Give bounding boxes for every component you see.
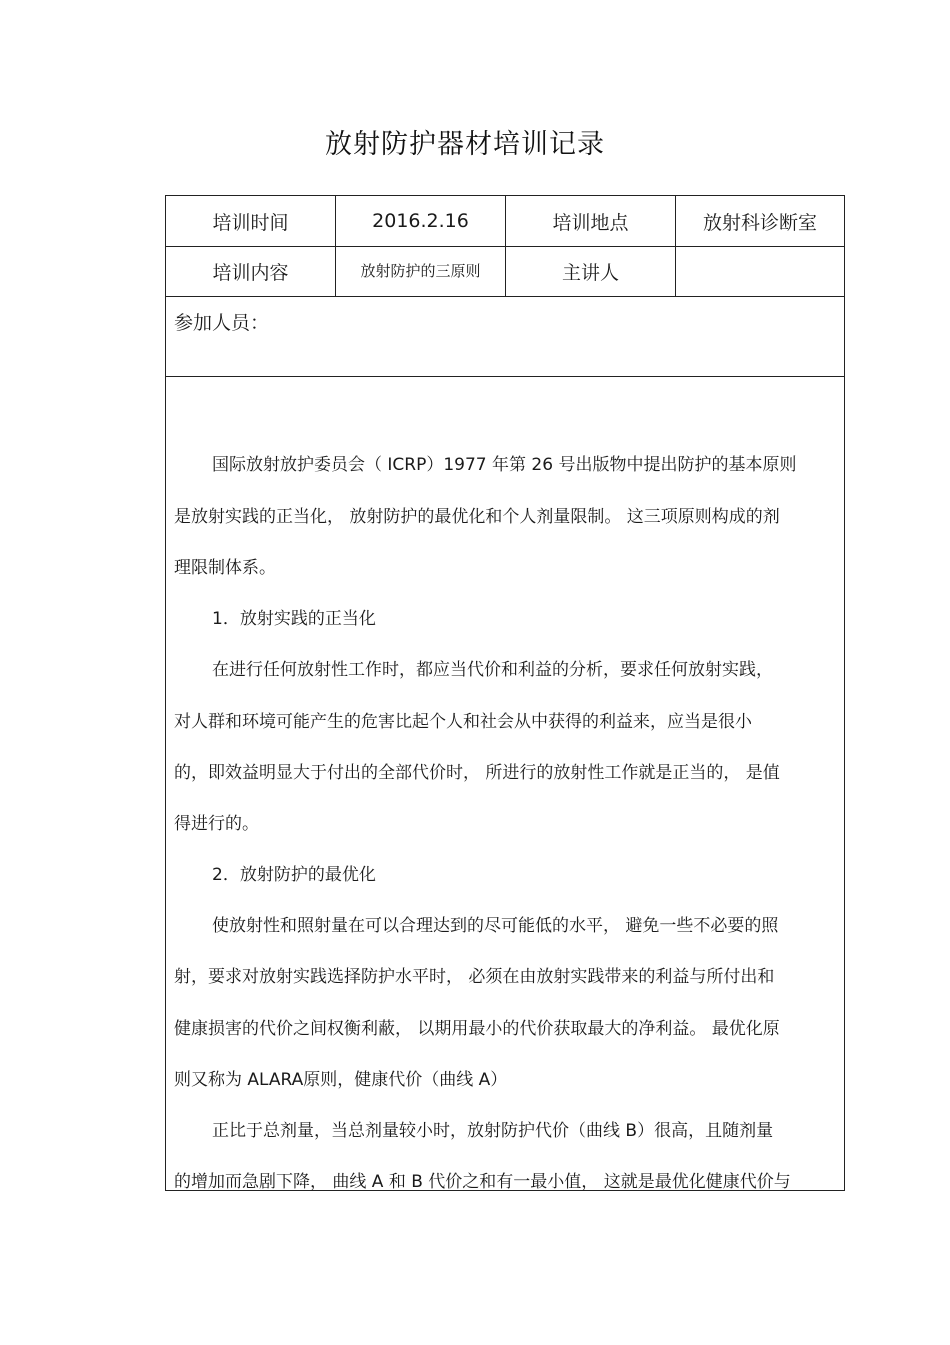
paragraph-line: 理限制体系。 (174, 558, 276, 578)
label-training-location: 培训地点 (506, 196, 676, 246)
value-training-content: 放射防护的三原则 (336, 246, 506, 296)
paragraph-line: 的，即效益明显大于付出的全部代价时， 所进行的放射性工作就是正当的， 是值 (174, 763, 780, 783)
paragraph-line: 正比于总剂量，当总剂量较小时，放射防护代价（曲线 B）很高，且随剂量 (212, 1121, 774, 1141)
paragraph-line: 的增加而急剧下降， 曲线 A 和 B 代价之和有一最小值， 这就是最优化健康代价与 (174, 1172, 791, 1192)
section-heading: 1．放射实践的正当化 (212, 609, 376, 629)
table-row (166, 246, 844, 297)
value-training-time: 2016.2.16 (336, 196, 506, 246)
value-training-location: 放射科诊断室 (702, 211, 817, 234)
paragraph-line: 得进行的。 (174, 814, 259, 834)
label-training-time: 培训时间 (166, 196, 336, 246)
table-row (166, 196, 844, 247)
paragraph-line: 对人群和环境可能产生的危害比起个人和社会从中获得的利益来，应当是很小 (174, 712, 752, 732)
section-heading: 2．放射防护的最优化 (212, 865, 376, 885)
paragraph-line: 则又称为 ALARA原则，健康代价（曲线 A） (174, 1070, 508, 1090)
paragraph-line: 使放射性和照射量在可以合理达到的尽可能低的水平， 避免一些不必要的照 (212, 916, 779, 936)
participants-label: 参加人员： (174, 312, 270, 334)
paragraph-line: 国际放射放护委员会（ ICRP）1977 年第 26 号出版物中提出防护的基本原则 (212, 455, 797, 475)
paragraph-line: 是放射实践的正当化， 放射防护的最优化和个人剂量限制。 这三项原则构成的剂 (174, 507, 780, 527)
label-speaker: 主讲人 (506, 246, 676, 296)
paragraph-line: 健康损害的代价之间权衡利蔽， 以期用最小的代价获取最大的净利益。 最优化原 (174, 1019, 780, 1039)
label-training-content: 培训内容 (166, 246, 336, 296)
page-title: 放射防护器材培训记录 (325, 129, 605, 160)
training-record-table (165, 195, 845, 1191)
participants-row (166, 296, 844, 377)
paragraph-line: 在进行任何放射性工作时，都应当代价和利益的分析，要求任何放射实践， (212, 660, 773, 680)
value-speaker (676, 246, 844, 296)
paragraph-line: 射，要求对放射实践选择防护水平时， 必须在由放射实践带来的利益与所付出和 (174, 967, 775, 987)
